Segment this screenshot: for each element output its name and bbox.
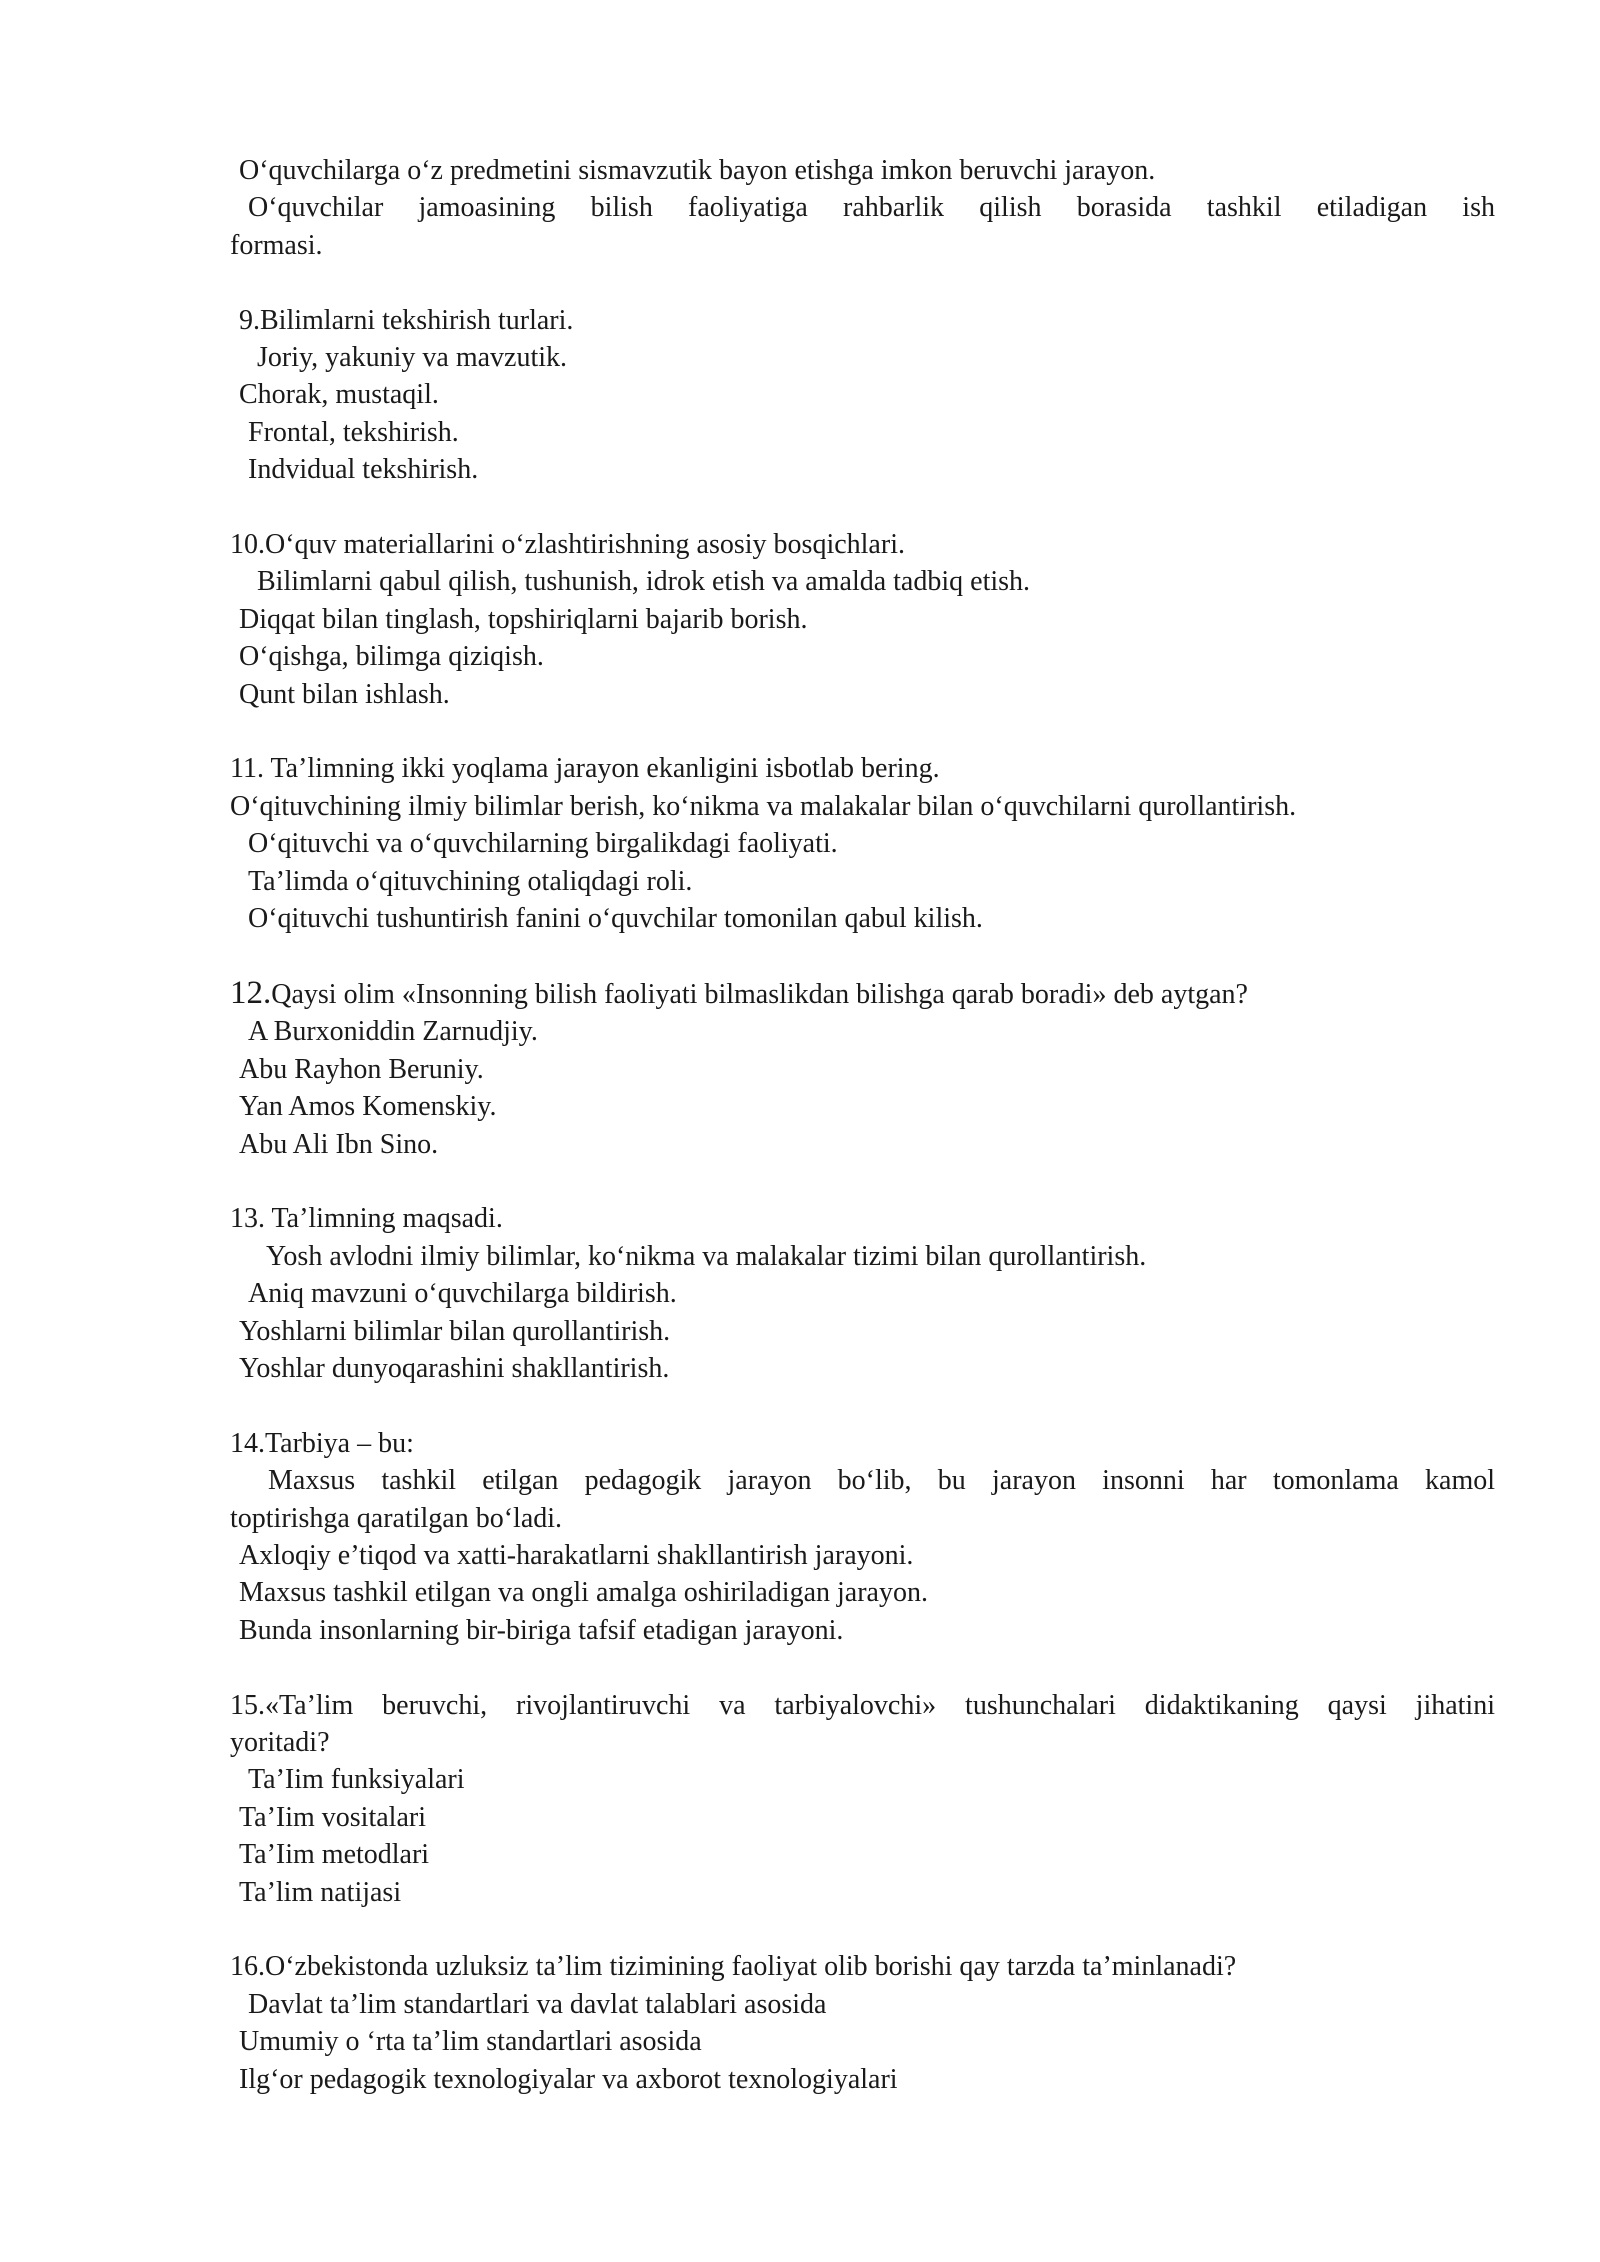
answer-option: Abu Rayhon Beruniy. (239, 1053, 484, 1085)
question-text-body: Qaysi olim «Insonning bilish faoliyati bilmaslikdan bilishga qarab boradi» deb aytgan? (271, 978, 1248, 1010)
question-text-cont: yoritadi? (230, 1726, 330, 1758)
answer-option: O‘qituvchi tushuntirish fanini o‘quvchilar tomonilan qabul kilish. (248, 903, 983, 935)
question-text: 11. Ta’limning ikki yoqlama jarayon ekanligini isbotlab bering. (230, 753, 940, 785)
document-content (230, 152, 1495, 2098)
answer-option: Bilimlarni qabul qilish, tushunish, idrok etish va amalda tadbiq etish. (257, 566, 1031, 598)
answer-option: Ta’lim natijasi (239, 1876, 402, 1908)
intro-line: O‘quvchilarga o‘z predmetini sismavzutik bayon etishga imkon beruvchi jarayon. (239, 155, 1156, 186)
question-number: 12. (230, 974, 272, 1011)
answer-option: Maxsus tashkil etilgan va ongli amalga oshiriladigan jarayon. (239, 1577, 928, 1609)
answer-option: Davlat ta’lim standartlari va davlat talablari asosida (248, 1988, 827, 2020)
answer-option: O‘qituvchining ilmiy bilimlar berish, ko‘nikma va malakalar bilan o‘quvchilarni qurollantirish. (230, 790, 1297, 822)
answer-option: Yan Amos Komenskiy. (239, 1091, 497, 1123)
answer-option: Abu Ali Ibn Sino. (239, 1128, 439, 1160)
question-text: 10.O‘quv materiallarini o‘zlashtirishning asosiy bosqichlari. (230, 529, 905, 561)
answer-option-cont: toptirishga qaratilgan bo‘ladi. (230, 1502, 563, 1534)
answer-option: O‘qishga, bilimga qiziqish. (239, 641, 544, 673)
question-text: 16.O‘zbekistonda uzluksiz ta’lim tizimining faoliyat olib borishi qay tarzda ta’minlanadi? (230, 1951, 1237, 1983)
question-block (230, 750, 1495, 937)
question-text: 15.«Ta’lim beruvchi, rivojlantiruvchi va tarbiyalovchi» tushunchalari didaktikaning qaysi jihatini (230, 1689, 1495, 1721)
answer-option: Bunda insonlarning bir-biriga tafsif etadigan jarayoni. (239, 1614, 844, 1646)
answer-option: O‘qituvchi va o‘quvchilarning birgalikdagi faoliyati. (248, 828, 838, 860)
answer-option: Joriy, yakuniy va mavzutik. (257, 342, 568, 374)
question-block (230, 1687, 1495, 1911)
question-text: 9.Bilimlarni tekshirish turlari. (239, 304, 574, 336)
question-text (230, 975, 1495, 1013)
question-block (230, 1200, 1495, 1387)
answer-option: Yosh avlodni ilmiy bilimlar, ko‘nikma va malakalar tizimi bilan qurollantirish. (266, 1240, 1147, 1272)
answer-option: Frontal, tekshirish. (248, 416, 459, 448)
question-block (230, 1425, 1495, 1649)
answer-option: Indvidual tekshirish. (248, 454, 479, 486)
answer-option: Umumiy o ‘rta ta’lim standartlari asosida (239, 2026, 702, 2058)
answer-option: Ta’limda o‘qituvchining otaliqdagi roli. (248, 865, 693, 897)
answer-option: Diqqat bilan tinglash, topshiriqlarni bajarib borish. (239, 603, 808, 635)
answer-option: Chorak, mustaqil. (239, 379, 439, 411)
question-text: 14.Tarbiya – bu: (230, 1427, 414, 1459)
question-block (230, 302, 1495, 489)
intro-line: O‘quvchilar jamoasining bilish faoliyatiga rahbarlik qilish borasida tashkil etiladigan ish (248, 192, 1495, 224)
question-block (230, 975, 1495, 1163)
answer-option: Aniq mavzuni o‘quvchilarga bildirish. (248, 1278, 677, 1310)
question-block (230, 1948, 1495, 2098)
answer-option: Qunt bilan ishlash. (239, 678, 450, 710)
question-block (230, 526, 1495, 713)
answer-option: Ta’Iim metodlari (239, 1839, 430, 1871)
answer-option: Ta’Iim funksiyalari (248, 1764, 465, 1796)
question-text: 13. Ta’limning maqsadi. (230, 1203, 503, 1235)
answer-option: A Burxoniddin Zarnudjiy. (248, 1016, 538, 1048)
answer-option: Axloqiy e’tiqod va xatti-harakatlarni shakllantirish jarayoni. (239, 1539, 914, 1571)
answer-option: Yoshlarni bilimlar bilan qurollantirish. (239, 1315, 671, 1347)
answer-option: Yoshlar dunyoqarashini shakllantirish. (239, 1352, 670, 1384)
answer-option: Ta’Iim vositalari (239, 1801, 426, 1833)
answer-option: Maxsus tashkil etilgan pedagogik jarayon bo‘lib, bu jarayon insonni har tomonlama kamol (268, 1465, 1495, 1497)
answer-option: Ilg‘or pedagogik texnologiyalar va axborot texnologiyalari (239, 2063, 898, 2095)
intro-line: formasi. (230, 229, 323, 261)
